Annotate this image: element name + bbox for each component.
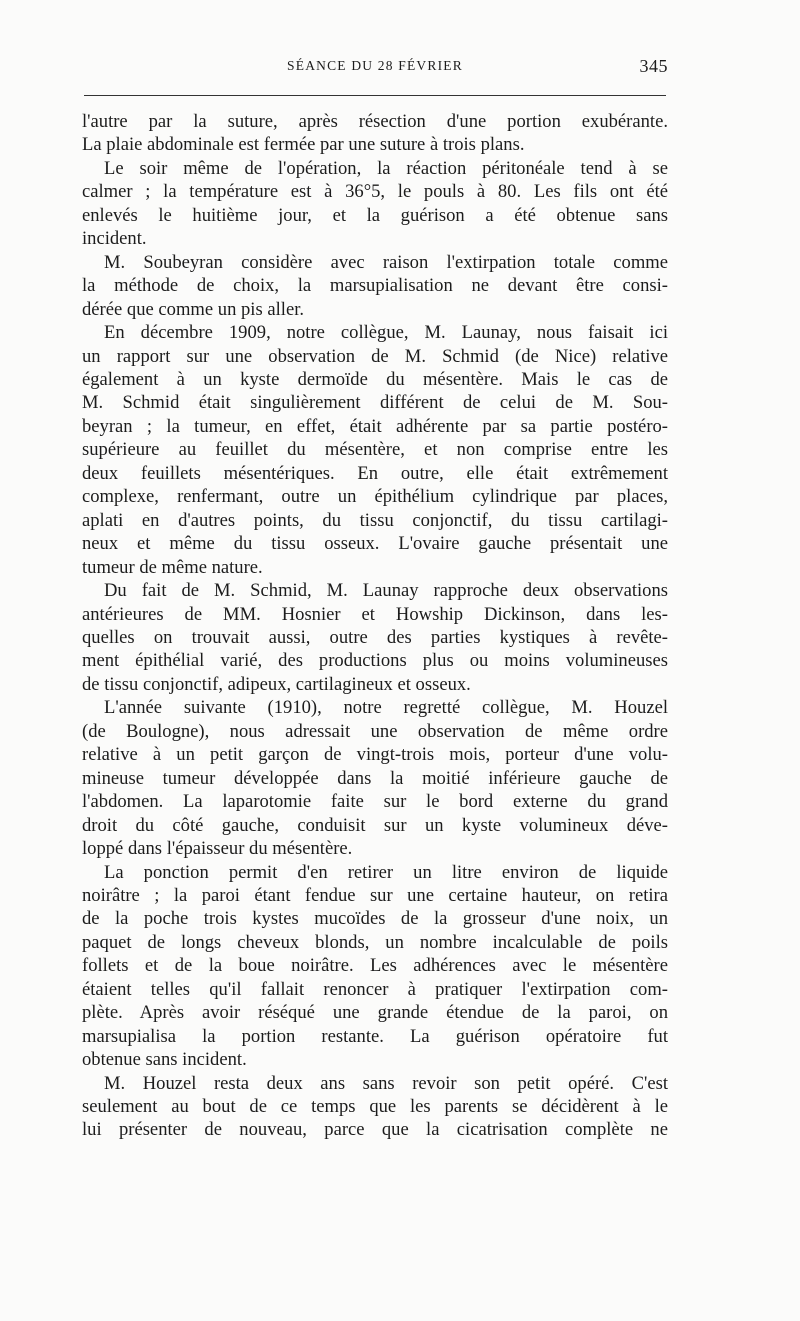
text-line: La ponction permit d'en retirer un litre environ de liquide: [104, 861, 668, 883]
paragraph: [82, 696, 668, 860]
text-line: étaient telles qu'il fallait renoncer à pratiquer l'extirpation com-: [82, 978, 668, 1000]
text-line: la méthode de choix, la marsupialisation ne devant être consi-: [82, 275, 668, 297]
page-header: [82, 58, 668, 84]
paragraph: [82, 579, 668, 696]
text-line: tumeur de même nature.: [82, 556, 263, 578]
text-line: un rapport sur une observation de M. Schmid (de Nice) relative: [82, 345, 668, 367]
text-line: relative à un petit garçon de vingt-trois mois, porteur d'une volu-: [82, 744, 668, 766]
text-line: beyran ; la tumeur, en effet, était adhérente par sa partie postéro-: [82, 415, 668, 437]
text-line: (de Boulogne), nous adressait une observation de même ordre: [82, 720, 668, 742]
text-line: neux et même du tissu osseux. L'ovaire gauche présentait une: [82, 533, 668, 555]
text-line: obtenue sans incident.: [82, 1049, 247, 1071]
page-number: 345: [639, 56, 668, 76]
text-line: de la poche trois kystes mucoïdes de la grosseur d'une noix, un: [82, 908, 668, 930]
text-line: incident.: [82, 228, 147, 250]
body-text: [82, 110, 668, 1142]
paragraph: [82, 321, 668, 579]
text-line: aplati en d'autres points, du tissu conjonctif, du tissu cartilagi-: [82, 509, 668, 531]
text-line: dérée que comme un pis aller.: [82, 298, 305, 320]
text-line: l'abdomen. La laparotomie faite sur le bord externe du grand: [82, 791, 668, 813]
text-line: marsupialisa la portion restante. La guérison opératoire fut: [82, 1025, 668, 1047]
text-line: lui présenter de nouveau, parce que la cicatrisation complète ne: [82, 1119, 668, 1141]
text-line: Du fait de M. Schmid, M. Launay rapproche deux observations: [104, 580, 668, 602]
text-line: noirâtre ; la paroi étant fendue sur une certaine hauteur, on retira: [82, 884, 668, 906]
text-line: L'année suivante (1910), notre regretté collègue, M. Houzel: [104, 697, 668, 719]
header-rule: [84, 95, 666, 96]
text-line: deux feuillets mésentériques. En outre, elle était extrêmement: [82, 462, 668, 484]
text-line: plète. Après avoir réséqué une grande étendue de la paroi, on: [82, 1002, 668, 1024]
text-line: follets et de la boue noirâtre. Les adhérences avec le mésentère: [82, 955, 668, 977]
text-line: complexe, renfermant, outre un épithélium cylindrique par places,: [82, 486, 668, 508]
text-line: l'autre par la suture, après résection d'une portion exubérante.: [82, 111, 668, 132]
text-line: loppé dans l'épaisseur du mésentère.: [82, 838, 353, 860]
paragraph: [82, 1072, 668, 1142]
text-line: La plaie abdominale est fermée par une suture à trois plans.: [82, 134, 525, 156]
text-line: seulement au bout de ce temps que les parents se décidèrent à le: [82, 1096, 668, 1118]
text-line: Le soir même de l'opération, la réaction péritonéale tend à se: [104, 157, 668, 179]
text-line: droit du côté gauche, conduisit sur un kyste volumineux déve-: [82, 814, 668, 836]
paragraph: [82, 110, 668, 157]
paragraph: [82, 251, 668, 321]
text-line: M. Houzel resta deux ans sans revoir son petit opéré. C'est: [104, 1072, 668, 1094]
text-line: quelles on trouvait aussi, outre des parties kystiques à revête-: [82, 626, 668, 648]
text-line: M. Soubeyran considère avec raison l'extirpation totale comme: [104, 251, 668, 273]
paragraph: [82, 861, 668, 1072]
text-line: antérieures de MM. Hosnier et Howship Dickinson, dans les-: [82, 603, 668, 625]
text-line: supérieure au feuillet du mésentère, et non comprise entre les: [82, 439, 668, 461]
text-line: également à un kyste dermoïde du mésentère. Mais le cas de: [82, 368, 668, 390]
paragraph: [82, 157, 668, 251]
text-line: calmer ; la température est à 36°5, le pouls à 80. Les fils ont été: [82, 181, 668, 203]
text-line: paquet de longs cheveux blonds, un nombre incalculable de poils: [82, 931, 668, 953]
text-line: M. Schmid était singulièrement différent de celui de M. Sou-: [82, 392, 668, 414]
running-title: SÉANCE DU 28 FÉVRIER: [287, 58, 463, 73]
text-line: mineuse tumeur développée dans la moitié inférieure gauche de: [82, 767, 668, 789]
text-line: enlevés le huitième jour, et la guérison a été obtenue sans: [82, 204, 668, 226]
text-line: En décembre 1909, notre collègue, M. Launay, nous faisait ici: [104, 322, 668, 344]
text-line: de tissu conjonctif, adipeux, cartilagineux et osseux.: [82, 673, 471, 695]
text-line: ment épithélial varié, des productions plus ou moins volumineuses: [82, 650, 668, 672]
